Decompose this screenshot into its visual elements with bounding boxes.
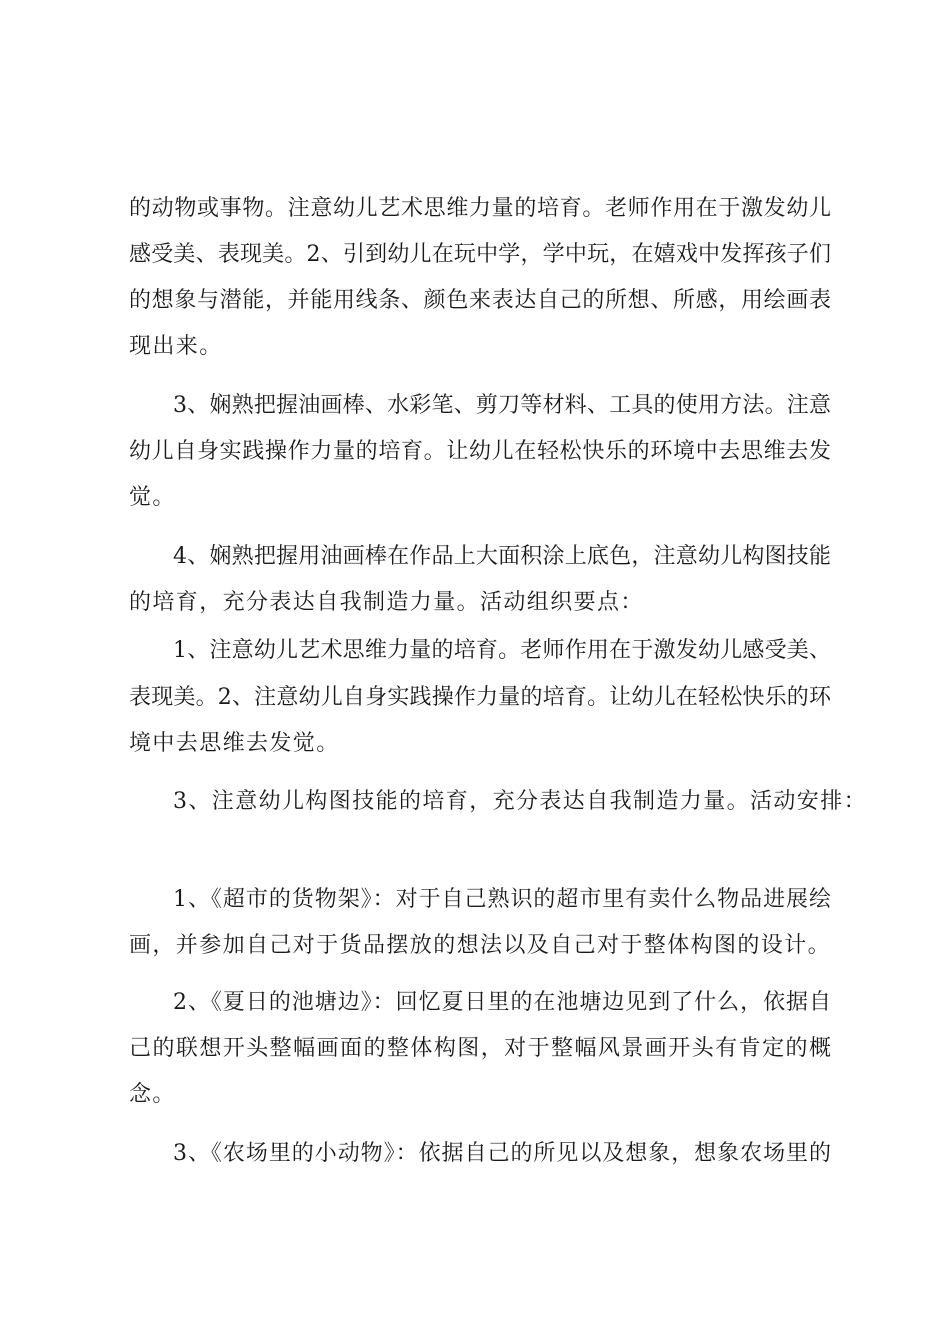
text-line: 3、《农场里的小动物》：依据自己的所见以及想象，想象农场里的 [173, 1141, 831, 1166]
text-line: 现出来。 [129, 334, 223, 359]
text-line: 画，并参加自己对于货品摆放的想法以及自己对于整体构图的设计。 [129, 933, 832, 958]
text-line: 3、娴熟把握油画棒、水彩笔、剪刀等材料、工具的使用方法。注意 [173, 393, 831, 418]
text-line: 2、《夏日的池塘边》：回忆夏日里的在池塘边见到了什么，依据自 [173, 990, 831, 1015]
text-line: 的动物或事物。注意幼儿艺术思维力量的培育。老师作用在于激发幼儿 [129, 196, 831, 221]
text-line: 己的联想开头整幅画面的整体构图，对于整幅风景画开头有肯定的概 [129, 1036, 831, 1061]
text-line: 感受美、表现美。2、引到幼儿在玩中学，学中玩，在嬉戏中发挥孩子们 [129, 242, 831, 267]
text-line: 1、《超市的货物架》：对于自己熟识的超市里有卖什么物品进展绘 [173, 887, 831, 912]
text-line: 3、注意幼儿构图技能的培育，充分表达自我制造力量。活动安排： [173, 789, 867, 814]
text-line: 4、娴熟把握用油画棒在作品上大面积涂上底色，注意幼儿构图技能 [173, 544, 831, 569]
text-line: 幼儿自身实践操作力量的培育。让幼儿在轻松快乐的环境中去思维去发 [129, 439, 831, 464]
text-line: 念。 [129, 1082, 176, 1107]
text-line: 境中去思维去发觉。 [129, 731, 340, 756]
text-line: 1、注意幼儿艺术思维力量的培育。老师作用在于激发幼儿感受美、 [173, 638, 831, 663]
text-line: 的想象与潜能，并能用线条、颜色来表达自己的所想、所感，用绘画表 [129, 288, 831, 313]
text-line: 觉。 [129, 485, 176, 510]
text-line: 的培育，充分表达自我制造力量。活动组织要点： [129, 590, 644, 615]
text-line: 表现美。2、注意幼儿自身实践操作力量的培育。让幼儿在轻松快乐的环 [129, 685, 831, 710]
